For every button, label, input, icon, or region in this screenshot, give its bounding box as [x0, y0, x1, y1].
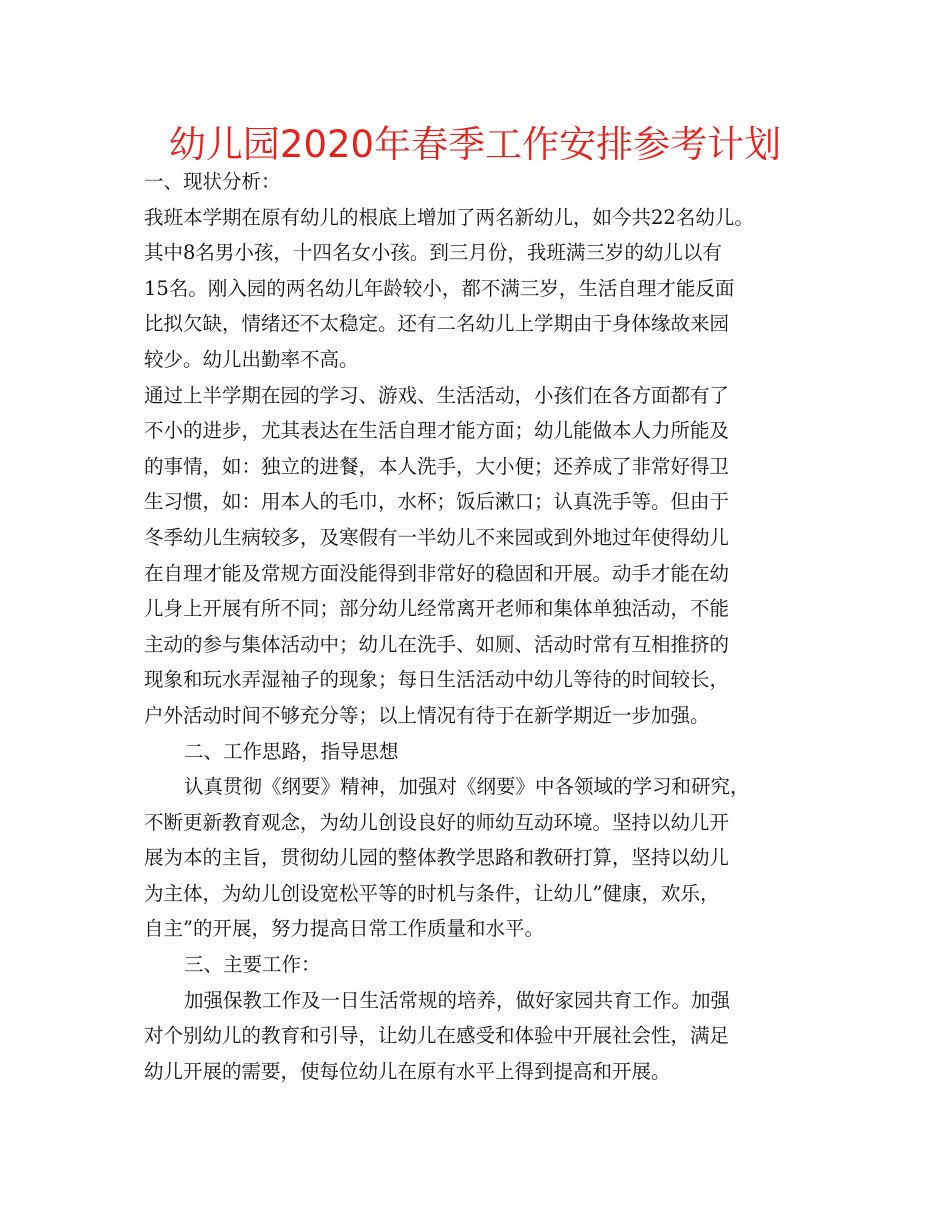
body-line: 生习惯，如：用本人的毛巾，水杯；饭后漱口；认真洗手等。但由于: [144, 490, 730, 514]
body-line: 一、现状分析：: [144, 170, 281, 193]
body-line: 认真贯彻《纲要》精神，加强对《纲要》中各领域的学习和研究，: [184, 775, 750, 799]
body-line: 较少。幼儿出勤率不高。: [144, 347, 359, 371]
body-line: 我班本学期在原有幼儿的根底上增加了两名新幼儿，如今共22名幼儿。: [144, 205, 754, 229]
body-line: 现象和玩水弄湿袖子的现象；每日生活活动中幼儿等待的时间较长，: [144, 668, 730, 692]
body-line: 为主体，为幼儿创设宽松平等的时机与条件，让幼儿”健康，欢乐，: [144, 881, 720, 905]
body-line: 展为本的主旨，贯彻幼儿园的整体教学思路和教研打算，坚持以幼儿: [144, 846, 730, 870]
body-line: 自主”的开展，努力提高日常工作质量和水平。: [144, 917, 544, 941]
body-line: 儿身上开展有所不同；部分幼儿经常离开老师和集体单独活动，不能: [144, 597, 730, 621]
body-line: 幼儿开展的需要，使每位幼儿在原有水平上得到提高和开展。: [144, 1059, 671, 1083]
body-line: 冬季幼儿生病较多，及寒假有一半幼儿不来园或到外地过年使得幼儿: [144, 525, 730, 549]
document-body: [144, 164, 844, 1089]
body-line: 通过上半学期在园的学习、游戏、生活活动，小孩们在各方面都有了: [144, 383, 730, 407]
body-line: 15名。刚入园的两名幼儿年龄较小，都不满三岁，生活自理才能反面: [144, 276, 735, 300]
body-line: 三、主要工作：: [184, 953, 321, 977]
document-title: 幼儿园2020年春季工作安排参考计划: [168, 123, 782, 166]
body-line: 加强保教工作及一日生活常规的培养，做好家园共育工作。加强: [184, 988, 731, 1012]
body-line: 不小的进步，尤其表达在生活自理才能方面；幼儿能做本人力所能及: [144, 419, 730, 443]
body-line: 户外活动时间不够充分等；以上情况有待于在新学期近一步加强。: [144, 703, 710, 727]
body-line: 对个别幼儿的教育和引导，让幼儿在感受和体验中开展社会性，满足: [144, 1024, 730, 1048]
body-line: 比拟欠缺，情绪还不太稳定。还有二名幼儿上学期由于身体缘故来园: [144, 312, 730, 336]
body-line: 在自理才能及常规方面没能得到非常好的稳固和开展。动手才能在幼: [144, 561, 730, 585]
body-line: 不断更新教育观念，为幼儿创设良好的师幼互动环境。坚持以幼儿开: [144, 810, 730, 834]
body-line: 其中8名男小孩，十四名女小孩。到三月份，我班满三岁的幼儿以有: [144, 241, 722, 265]
body-line: 的事情，如：独立的进餐，本人洗手，大小便；还养成了非常好得卫: [144, 454, 730, 478]
body-line: 二、工作思路，指导思想: [184, 739, 399, 763]
body-line: 主动的参与集体活动中；幼儿在洗手、如厕、活动时常有互相推挤的: [144, 632, 730, 656]
